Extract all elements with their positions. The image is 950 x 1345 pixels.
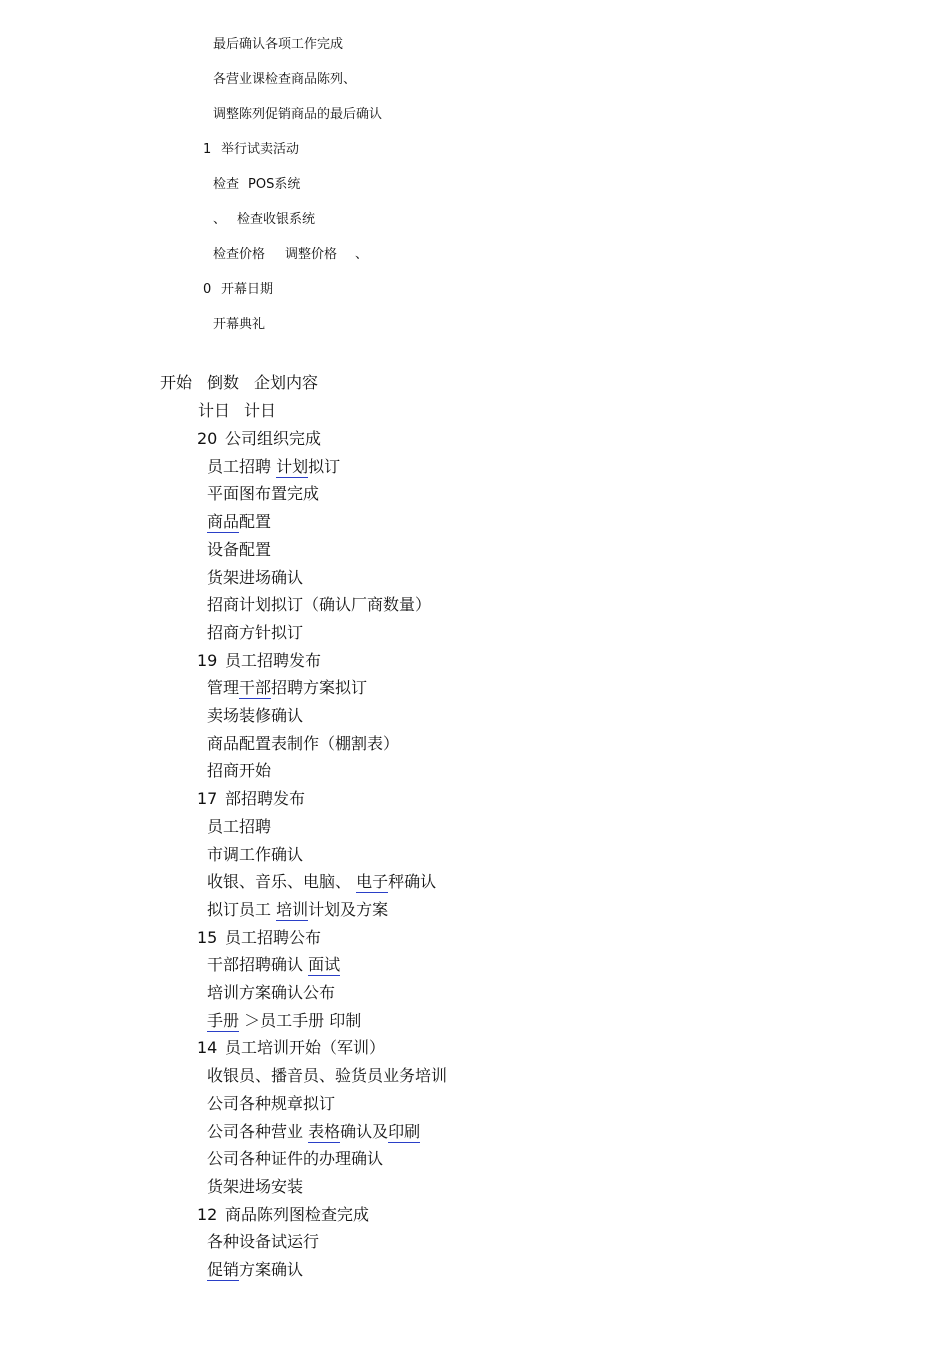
schedule-item <box>207 597 431 613</box>
schedule-day-19: 19 <box>197 650 218 670</box>
schedule-item <box>207 622 304 642</box>
item-text: ＞员工手册 印制 <box>239 1010 362 1030</box>
schedule-item <box>207 874 436 890</box>
schedule-item <box>207 844 304 864</box>
schedule-item <box>207 1068 447 1084</box>
item-text: 货架进场确认 <box>207 567 304 587</box>
schedule-day-12: 12 <box>197 1204 218 1224</box>
schedule-day-14: 14 <box>197 1038 218 1058</box>
schedule-item <box>207 899 389 919</box>
item-text: 公司各种营业 <box>207 1121 309 1141</box>
schedule-item <box>207 708 303 724</box>
item-text: 设备配置 <box>207 539 272 559</box>
schedule-header-countdown: 倒数 <box>207 373 240 392</box>
schedule-item <box>207 486 319 502</box>
hyperlink-text[interactable]: 电子 <box>356 872 389 892</box>
item-text: 拟订员工 <box>207 899 277 919</box>
schedule-item <box>207 1010 362 1030</box>
item-text: 商品配置表制作（棚割表） <box>207 733 400 753</box>
schedule-subheader-1: 计日 <box>198 401 231 420</box>
schedule-item <box>207 1176 304 1196</box>
item-text: 管理 <box>207 678 240 698</box>
top-line-4-num: 1 <box>203 142 212 157</box>
top-line-7-a: 检查价格 <box>213 247 266 262</box>
item-text: 方案确认 <box>239 1260 304 1279</box>
top-line-9: 开幕典礼 <box>213 317 266 332</box>
hyperlink-text[interactable]: 干部 <box>239 678 272 698</box>
item-text: 员工招聘 <box>207 816 272 836</box>
item-text: 招商方针拟订 <box>207 622 304 642</box>
schedule-group-title: 公司组织完成 <box>225 429 322 448</box>
schedule-group-title: 商品陈列图检查完成 <box>225 1204 370 1224</box>
hyperlink-text[interactable]: 手册 <box>207 1010 240 1030</box>
top-line-4-text: 举行试卖活动 <box>221 142 300 157</box>
top-line-5-b: POS系统 <box>248 177 301 192</box>
item-text: 培训方案确认公布 <box>207 983 336 1002</box>
schedule-group-title: 员工招聘发布 <box>225 650 322 670</box>
schedule-item <box>207 456 341 476</box>
schedule-item <box>207 539 272 559</box>
item-text: 平面图布置完成 <box>207 484 320 504</box>
schedule-day-17: 17 <box>197 789 218 809</box>
item-text: 货架进场安装 <box>207 1176 304 1196</box>
top-line-6-b: 检查收银系统 <box>237 212 316 227</box>
schedule-day-20: 20 <box>197 429 218 448</box>
item-text: 招聘方案拟订 <box>271 678 368 698</box>
item-text: 秤确认 <box>388 872 437 892</box>
hyperlink-text[interactable]: 面试 <box>308 955 341 975</box>
hyperlink-text[interactable]: 商品 <box>207 512 240 532</box>
schedule-item <box>207 816 272 836</box>
schedule-item <box>207 985 335 1001</box>
top-line-5-a: 检查 <box>213 177 240 192</box>
schedule-item <box>207 1234 319 1250</box>
item-text: 确认及 <box>340 1121 389 1141</box>
item-text: 卖场装修确认 <box>207 706 304 725</box>
hyperlink-text[interactable]: 计划 <box>276 456 309 476</box>
schedule-item <box>207 1262 303 1278</box>
schedule-header-content: 企划内容 <box>254 373 319 392</box>
top-line-8-num: 0 <box>203 282 212 297</box>
item-text: 各种设备试运行 <box>207 1232 320 1252</box>
top-line-7-c: 、 <box>355 247 369 262</box>
schedule-header-start: 开始 <box>160 373 193 392</box>
item-text: 干部招聘确认 <box>207 955 309 975</box>
top-line-6-a: 、 <box>213 212 227 227</box>
hyperlink-text[interactable]: 培训 <box>276 899 309 919</box>
schedule-item <box>207 1151 383 1167</box>
schedule-group-title: 员工招聘公布 <box>225 927 322 947</box>
item-text: 配置 <box>239 512 272 532</box>
schedule-day-15: 15 <box>197 927 218 947</box>
item-text: 收银员、播音员、验货员业务培训 <box>207 1066 448 1086</box>
top-line-1: 最后确认各项工作完成 <box>213 37 344 52</box>
item-text: 招商计划拟订（确认厂商数量） <box>207 595 432 615</box>
schedule-item <box>207 1121 421 1141</box>
schedule-item <box>207 957 340 973</box>
schedule-item <box>207 567 304 587</box>
schedule-item <box>207 763 271 779</box>
item-text: 招商开始 <box>207 761 272 781</box>
item-text: 市调工作确认 <box>207 844 304 864</box>
schedule-item <box>207 514 271 530</box>
top-line-7-b: 调整价格 <box>285 247 338 262</box>
top-line-2: 各营业课检查商品陈列、 <box>213 72 357 87</box>
schedule-item <box>207 733 400 753</box>
item-text: 公司各种规章拟订 <box>207 1093 336 1113</box>
top-line-3: 调整陈列促销商品的最后确认 <box>213 107 383 122</box>
item-text: 计划及方案 <box>308 899 389 919</box>
item-text: 拟订 <box>308 456 341 476</box>
item-text: 收银、音乐、电脑、 <box>207 872 357 892</box>
hyperlink-text[interactable]: 表格 <box>308 1121 341 1141</box>
schedule-group-title: 部招聘发布 <box>225 789 306 809</box>
item-text: 公司各种证件的办理确认 <box>207 1149 384 1169</box>
schedule-item <box>207 680 367 696</box>
top-line-8-text: 开幕日期 <box>221 282 274 297</box>
schedule-group-title: 员工培训开始（军训） <box>225 1038 386 1058</box>
hyperlink-text[interactable]: 促销 <box>207 1260 240 1279</box>
hyperlink-text[interactable]: 印刷 <box>388 1121 421 1141</box>
item-text: 员工招聘 <box>207 456 277 476</box>
schedule-subheader-2: 计日 <box>244 401 277 420</box>
schedule-item <box>207 1093 336 1113</box>
